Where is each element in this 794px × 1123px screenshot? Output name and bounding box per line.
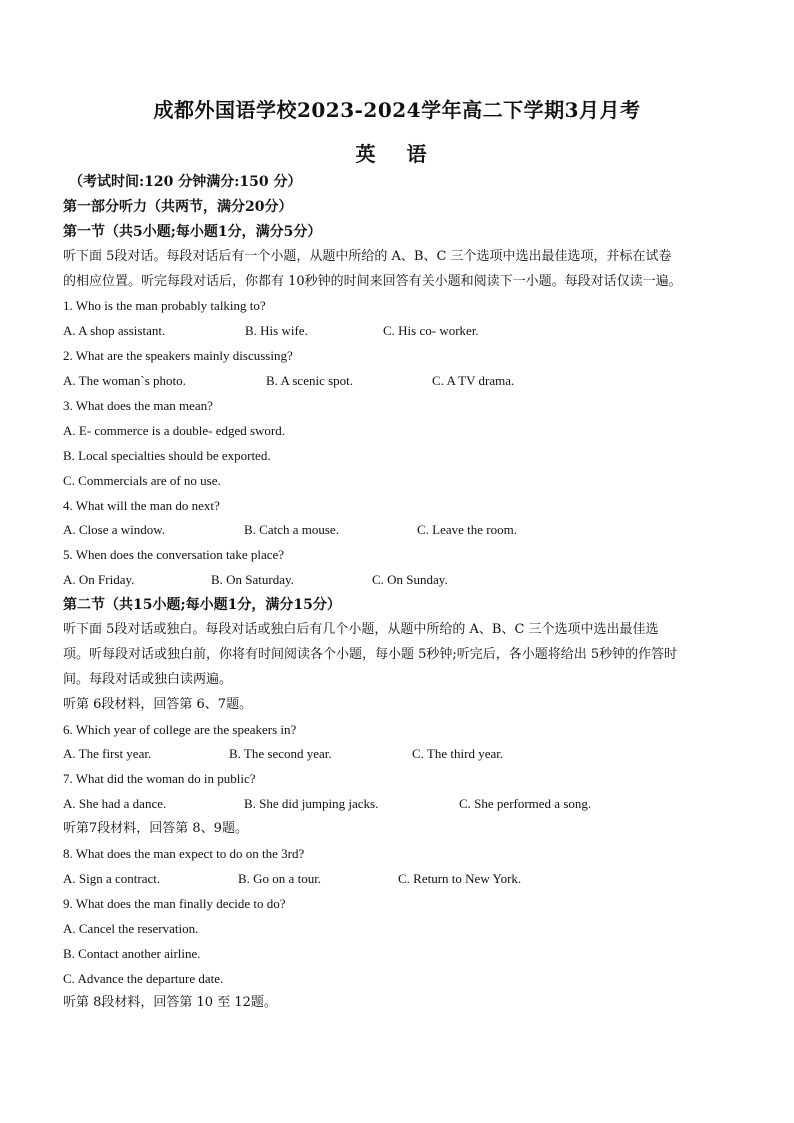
section2-instructions-2: 项。听每段对话或独白前，你将有时间阅读各个小题，每小题 5秒钟;听完后，各小题将给出 5秒钟的作答时 [63,646,678,662]
option-a: A. A shop assistant. [63,323,166,339]
option-b: B. The second year. [229,746,332,762]
part1-heading: 第一部分听力（共两节，满分20分） [63,198,293,215]
option-b: B. Local specialties should be exported. [63,447,271,463]
question-1-options [63,319,733,344]
exam-title: 成都外国语学校2023-2024学年高二下学期3月月考 [153,98,641,122]
option-c: C. The third year. [412,746,504,762]
section2-heading: 第二节（共15小题;每小题1分，满分15分） [63,597,341,614]
option-c: C. She performed a song. [459,796,592,812]
section1-instructions-1: 听下面 5段对话。每段对话后有一个小题，从题中所给的 A、B、C 三个选项中选出最佳选项，并标在试卷 [63,248,672,264]
question-7: 7. What did the woman do in public? [63,771,256,787]
subject-heading: 英 语 [355,142,439,166]
question-1: 1. Who is the man probably talking to? [63,298,266,314]
material-6-note: 听第 6段材料，回答第 6、7题。 [63,696,253,712]
question-2: 2. What are the speakers mainly discussing? [63,348,293,364]
option-a: A. The first year. [63,746,152,762]
option-c: C. His co- worker. [383,323,479,339]
question-4-options [63,518,733,543]
option-a: A. She had a dance. [63,796,167,812]
exam-info: （考试时间:120 分钟满分:150 分） [69,174,302,190]
question-5-options [63,568,733,593]
question-4: 4. What will the man do next? [63,497,220,513]
question-9: 9. What does the man finally decide to do? [63,895,286,911]
option-c: C. On Sunday. [372,572,448,588]
question-3: 3. What does the man mean? [63,398,213,414]
material-8-note: 听第 8段材料，回答第 10 至 12题。 [63,995,277,1011]
option-b: B. Contact another airline. [63,945,201,961]
section2-instructions-3: 间。每段对话或独白读两遍。 [63,671,233,687]
option-c: C. Leave the room. [417,522,517,538]
question-8: 8. What does the man expect to do on the 3rd? [63,846,305,862]
option-a: A. On Friday. [63,572,135,588]
option-b: B. Go on a tour. [238,870,322,886]
option-b: B. Catch a mouse. [244,522,339,538]
option-b: B. His wife. [245,323,308,339]
option-c: C. A TV drama. [432,373,515,389]
question-6-options [63,742,733,767]
option-b: B. On Saturday. [211,572,294,588]
option-a: A. E- commerce is a double- edged sword. [63,422,286,438]
question-8-options [63,867,733,892]
option-c: C. Return to New York. [398,870,522,886]
option-a: A. Close a window. [63,522,166,538]
question-2-options [63,369,733,394]
question-6: 6. Which year of college are the speakers in? [63,721,297,737]
question-5: 5. When does the conversation take place? [63,547,285,563]
section2-instructions-1: 听下面 5段对话或独白。每段对话或独白后有几个小题，从题中所给的 A、B、C 三个选项中选出最佳选 [63,622,659,638]
option-b: B. She did jumping jacks. [244,796,379,812]
option-c: C. Commercials are of no use. [63,472,221,488]
section1-heading: 第一节（共5小题;每小题1分，满分5分） [63,223,322,240]
section1-instructions-2: 的相应位置。听完每段对话后，你都有 10秒钟的时间来回答有关小题和阅读下一小题。每段对话仅读一遍。 [63,273,682,289]
option-a: A. The woman`s photo. [63,373,186,389]
question-7-options [63,792,733,817]
exam-content [63,170,733,1016]
material-7-note: 听第7段材料，回答第 8、9题。 [63,821,248,837]
option-c: C. Advance the departure date. [63,970,224,986]
option-a: A. Sign a contract. [63,870,161,886]
option-a: A. Cancel the reservation. [63,920,199,936]
option-b: B. A scenic spot. [266,373,354,389]
